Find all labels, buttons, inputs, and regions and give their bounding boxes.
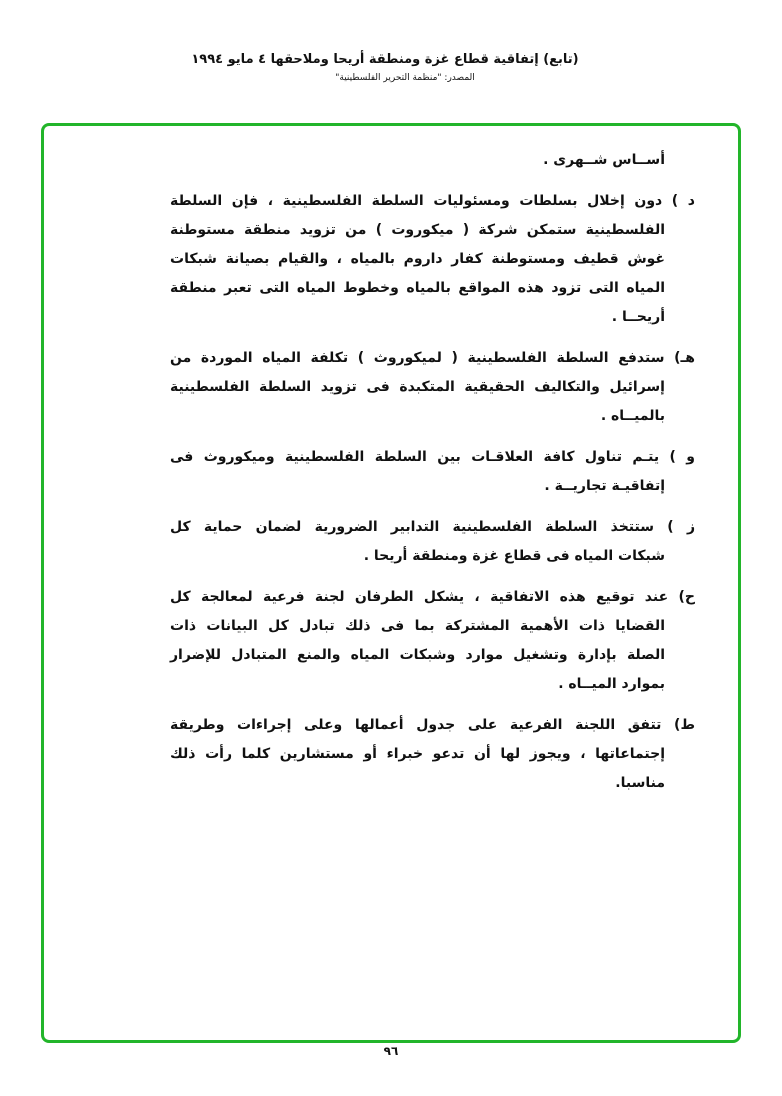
paragraph (170, 513, 695, 571)
text-line: القضايا ذات الأهمية المشتركة بما فى ذلك تبادل كل البيانات ذات (170, 618, 665, 634)
text-line: هـ) ستدفع السلطة الفلسطينية ( لميكوروث ) تكلفة المياه الموردة من (170, 350, 695, 366)
text-line: أريحــا . (611, 309, 665, 325)
text-line: غوش قطيف ومستوطنة كفار داروم بالمياه ، والقيام بصيانة شبكات (170, 251, 665, 267)
text-line: إسرائيل والتكاليف الحقيقية المتكبدة فى تزويد السلطة الفلسطينية (170, 379, 665, 395)
text-line: ط) تتفق اللجنة الفرعية على جدول أعمالها وعلى إجراءات وطريقة (170, 717, 695, 733)
paragraph (170, 187, 695, 332)
text-line: بموارد الميــاه . (558, 676, 665, 692)
text-line: و ) يتـم تناول كافة العلاقـات بين السلطة الفلسطينية وميكوروث فى (170, 449, 695, 465)
paragraph (170, 146, 695, 175)
paragraph (170, 711, 695, 798)
text-line: بالميــاه . (600, 408, 665, 424)
paragraph (170, 583, 695, 699)
text-line: إتفاقيـة تجاريــة . (544, 478, 665, 494)
text-line: الصلة بإدارة وتشغيل موارد وشبكات المياه والمنع المتبادل للإضرار (170, 647, 665, 663)
text-line: الفلسطينية ستمكن شركة ( ميكوروت ) من تزويد منطقة مستوطنة (170, 222, 665, 238)
document-body (170, 146, 695, 810)
text-line: ز ) ستتخذ السلطة الفلسطينية التدابير الضرورية لضمان حماية كل (170, 519, 695, 535)
page-header (150, 52, 620, 83)
source-line: المصدر: "منظمة التحرير الفلسطينية" (335, 73, 475, 83)
text-line: أســاس شــهرى . (543, 152, 665, 168)
paragraph (170, 344, 695, 431)
text-line: إجتماعاتها ، ويجوز لها أن تدعو خبراء أو مستشارين كلما رأت ذلك (170, 746, 665, 762)
paragraph (170, 443, 695, 501)
text-line: شبكات المياه فى قطاع غزة ومنطقة أريحا . (363, 548, 665, 564)
text-line: المياه التى تزود هذه المواقع بالمياه وخطوط المياه التى تعبر منطقة (170, 280, 665, 296)
text-line: مناسبا. (615, 775, 665, 791)
document-title: (تابع) إتفاقية قطاع غزة ومنطقة أريحا وملاحقها ٤ مايو ١٩٩٤ (191, 52, 579, 67)
text-line: د ) دون إخلال بسلطات ومسئوليات السلطة الفلسطينية ، فإن السلطة (170, 193, 695, 209)
text-line: ح) عند توقيع هذه الاتفاقية ، يشكل الطرفان لجنة فرعية لمعالجة كل (170, 589, 695, 605)
page-number: ٩٦ (383, 1044, 399, 1058)
